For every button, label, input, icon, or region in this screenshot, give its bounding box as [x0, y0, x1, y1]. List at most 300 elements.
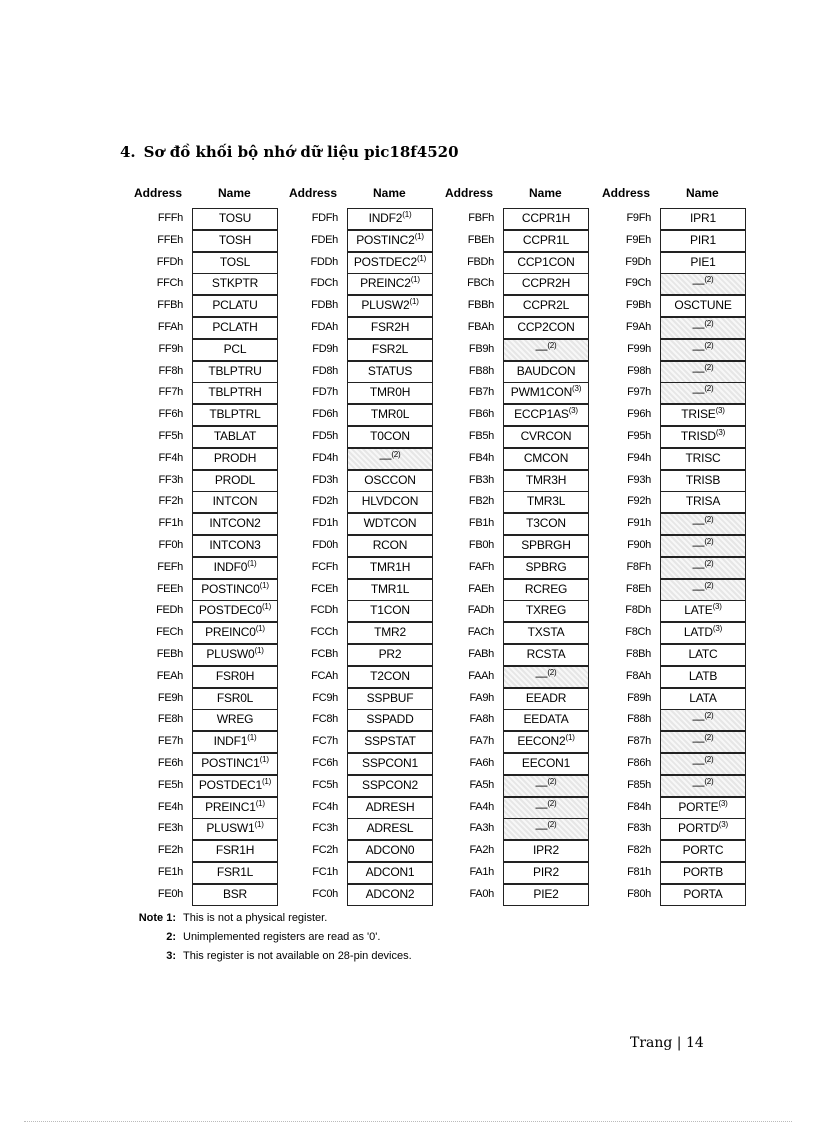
register-name: PRODL: [214, 472, 256, 487]
register-name-cell: [347, 339, 433, 361]
register-name-cell: [192, 230, 278, 252]
register-name: PREINC1: [205, 799, 256, 814]
register-name: SSPBUF: [366, 690, 414, 705]
note-reference: (1): [410, 275, 420, 285]
register-address: FBEh: [467, 233, 494, 246]
register-name: —: [692, 385, 705, 400]
address-column-header: Address: [602, 186, 651, 200]
register-name-cell: [192, 622, 278, 644]
register-address: FBFh: [468, 212, 494, 224]
register-address: F90h: [627, 539, 651, 551]
register-name-cell: [660, 426, 746, 448]
register-name: IPR1: [690, 211, 716, 225]
register-address: FA4h: [469, 800, 494, 813]
register-name: PORTE: [678, 799, 719, 814]
register-address: FA6h: [469, 757, 494, 769]
register-address: F8Bh: [625, 648, 651, 660]
register-name: BSR: [222, 886, 248, 901]
register-address: FC1h: [312, 866, 338, 878]
register-address: F85h: [627, 778, 651, 791]
register-name: LATE: [684, 603, 713, 618]
register-name-cell: [660, 230, 746, 252]
register-address: FF1h: [158, 517, 183, 530]
register-name-cell: [347, 252, 433, 274]
register-address: FCFh: [311, 560, 338, 573]
register-address: FA5h: [469, 778, 494, 791]
register-name: —: [692, 712, 705, 727]
register-address: FC8h: [312, 713, 338, 726]
register-address: FBCh: [467, 277, 494, 290]
register-name-cell: [503, 884, 589, 906]
register-name: FSR2L: [371, 341, 409, 356]
register-name-cell: [503, 317, 589, 339]
register-name: T1CON: [370, 603, 410, 618]
register-address: FE2h: [157, 844, 183, 857]
register-name-cell: [347, 840, 433, 862]
section-heading: [120, 143, 459, 161]
register-name: T2CON: [370, 668, 410, 683]
note-reference: (3): [712, 624, 723, 634]
register-name: —: [692, 538, 705, 552]
register-address: FF8h: [158, 364, 183, 377]
note-reference: (2): [704, 319, 714, 328]
register-name-cell: [660, 840, 746, 862]
register-name: RCREG: [524, 581, 568, 596]
register-address: FDFh: [311, 212, 338, 224]
unimplemented-register-cell: [660, 339, 746, 361]
register-address: FF6h: [158, 408, 183, 421]
register-address: F89h: [627, 691, 651, 704]
register-address: FD3h: [312, 473, 338, 486]
register-address: FADh: [467, 604, 494, 617]
register-address: F82h: [627, 844, 651, 857]
register-name: —: [692, 559, 705, 574]
register-name: TXREG: [525, 603, 567, 618]
register-name-cell: [347, 622, 433, 644]
register-address: FE5h: [157, 778, 183, 791]
register-name-cell: [347, 753, 433, 775]
register-name-cell: [503, 709, 589, 731]
register-name: ADCON0: [365, 843, 415, 858]
register-name: PIR2: [533, 865, 559, 879]
register-address: FA0h: [469, 887, 494, 900]
register-address: FB6h: [468, 408, 494, 421]
note-reference: (1): [414, 231, 424, 241]
register-name-cell: [192, 731, 278, 753]
register-name: TRISC: [685, 450, 721, 465]
note-reference: (3): [715, 428, 726, 437]
note-reference: (1): [416, 253, 427, 263]
register-name: TMR2: [374, 625, 406, 640]
register-name: —: [535, 668, 548, 683]
register-address: FAFh: [468, 560, 494, 573]
register-name: TRISA: [685, 494, 721, 509]
register-address: F98h: [627, 364, 651, 377]
register-name: TMR3H: [525, 472, 567, 487]
register-name-cell: [660, 600, 746, 622]
unimplemented-register-cell: [503, 775, 589, 797]
register-address: FD4h: [312, 451, 338, 464]
register-address: FF3h: [158, 473, 183, 486]
register-name: FSR0H: [215, 668, 255, 683]
register-name-cell: [503, 840, 589, 862]
register-address: F8Eh: [625, 582, 651, 595]
register-name-cell: [503, 426, 589, 448]
register-address: F9Ch: [625, 277, 651, 290]
register-address: FD2h: [312, 495, 338, 508]
register-name-cell: [192, 775, 278, 797]
register-address: FA3h: [469, 822, 494, 835]
register-address: FD0h: [312, 539, 338, 551]
register-name: CCPR2L: [522, 298, 570, 313]
register-name-cell: [192, 470, 278, 492]
register-name: SPBRGH: [521, 538, 571, 552]
register-address: F9Eh: [625, 233, 651, 246]
register-address: FC9h: [312, 691, 338, 704]
register-address: FBDh: [467, 255, 494, 268]
unimplemented-register-cell: [660, 709, 746, 731]
register-name: INDF0: [213, 559, 248, 574]
register-name: TOSH: [218, 232, 252, 247]
note-reference: (1): [261, 776, 272, 786]
register-name: TBLPTRH: [208, 385, 262, 400]
unimplemented-register-cell: [660, 557, 746, 579]
register-name: TMR1H: [369, 559, 411, 574]
register-name-cell: [503, 208, 589, 230]
register-name-cell: [192, 426, 278, 448]
register-address: FCAh: [311, 669, 338, 682]
register-address: FB4h: [468, 451, 494, 464]
note-reference: (1): [255, 798, 265, 808]
register-address: FCEh: [311, 582, 338, 595]
register-name-cell: [503, 513, 589, 535]
register-address: FD5h: [312, 430, 338, 442]
register-address: FB5h: [468, 430, 494, 442]
register-name: TMR3L: [526, 494, 566, 509]
register-name: SSPSTAT: [364, 734, 416, 749]
register-name-cell: [192, 884, 278, 906]
register-address: F87h: [627, 735, 651, 748]
register-address: FB2h: [468, 495, 494, 508]
register-address: FDCh: [310, 277, 338, 290]
register-name-cell: [503, 230, 589, 252]
register-name: LATA: [689, 690, 717, 705]
register-name: PIE2: [533, 886, 559, 901]
register-name: WREG: [216, 712, 254, 727]
unimplemented-register-cell: [660, 513, 746, 535]
register-name: —: [692, 777, 705, 792]
unimplemented-register-cell: [660, 382, 746, 404]
register-name-cell: [192, 273, 278, 295]
register-name-cell: [660, 688, 746, 710]
name-column-header: Name: [529, 186, 562, 200]
register-name-cell: [503, 535, 589, 557]
register-name-cell: [503, 252, 589, 274]
register-name: —: [692, 756, 705, 770]
register-name: SSPCON2: [362, 777, 418, 792]
register-name: TMR1L: [370, 581, 410, 596]
register-address: FB8h: [468, 364, 494, 377]
register-name-cell: [503, 491, 589, 513]
register-name-cell: [347, 513, 433, 535]
register-name: TXSTA: [527, 625, 565, 640]
register-name-cell: [347, 470, 433, 492]
unimplemented-register-cell: [503, 666, 589, 688]
note-label: 3:: [166, 950, 176, 962]
register-address: FE1h: [157, 866, 183, 878]
note-reference: (2): [704, 558, 714, 568]
register-name-cell: [503, 688, 589, 710]
register-name: BAUDCON: [516, 363, 576, 378]
register-name: —: [692, 341, 705, 356]
register-address: F9Fh: [626, 212, 651, 224]
register-address: F81h: [627, 866, 651, 878]
register-name-cell: [503, 862, 589, 884]
register-name: PCLATH: [212, 320, 258, 334]
register-name: ADRESL: [366, 821, 414, 836]
register-name: ECCP1AS: [514, 407, 569, 422]
register-name: TMR0H: [369, 385, 411, 400]
note-reference: (2): [704, 515, 714, 525]
register-name: CCPR1L: [522, 232, 570, 247]
register-address: FD8h: [312, 364, 338, 377]
register-name-cell: [347, 491, 433, 513]
register-name-cell: [660, 252, 746, 274]
register-name: PLUSW2: [361, 298, 410, 313]
register-name: INTCON: [212, 494, 258, 509]
register-name-cell: [347, 818, 433, 840]
register-name-cell: [347, 535, 433, 557]
register-name: EEADR: [525, 690, 567, 705]
register-name-cell: [347, 317, 433, 339]
register-name-cell: [192, 644, 278, 666]
register-address: FDAh: [311, 321, 338, 333]
register-address: FE0h: [157, 887, 183, 900]
register-name: STKPTR: [211, 276, 259, 291]
register-name: TBLPTRU: [208, 363, 262, 378]
register-name: T3CON: [526, 516, 566, 531]
register-name: RCON: [372, 538, 408, 552]
register-name-cell: [192, 448, 278, 470]
register-name-cell: [347, 579, 433, 601]
address-column-header: Address: [289, 186, 338, 200]
register-name: —: [535, 799, 548, 814]
register-address: FCDh: [310, 604, 338, 617]
note-reference: (2): [547, 667, 557, 677]
register-address: FFCh: [156, 277, 183, 290]
register-name: TRISE: [681, 407, 716, 422]
register-name-cell: [192, 382, 278, 404]
name-column-header: Name: [373, 186, 406, 200]
register-address: FDEh: [311, 233, 338, 246]
register-name-cell: [347, 884, 433, 906]
register-name-cell: [192, 339, 278, 361]
register-name-cell: [503, 600, 589, 622]
register-name-cell: [192, 404, 278, 426]
register-address: FC7h: [312, 735, 338, 748]
register-address: F9Dh: [625, 255, 651, 268]
section-title: Sơ đồ khối bộ nhớ dữ liệu pic18f4520: [143, 143, 459, 161]
register-name: FSR1L: [216, 865, 254, 879]
note-reference: (2): [704, 733, 714, 743]
register-name-cell: [503, 579, 589, 601]
register-address: FEEh: [156, 582, 183, 595]
register-address: FBBh: [467, 299, 494, 312]
note-reference: (1): [259, 580, 269, 590]
address-column-header: Address: [134, 186, 183, 200]
register-name-cell: [347, 666, 433, 688]
register-name: —: [379, 450, 392, 465]
unimplemented-register-cell: [503, 797, 589, 819]
note-reference: (2): [704, 580, 714, 590]
section-number: 4.: [120, 143, 136, 161]
register-name-cell: [503, 731, 589, 753]
register-name: ADCON1: [365, 865, 415, 879]
register-name-cell: [347, 775, 433, 797]
register-address: F86h: [627, 757, 651, 769]
register-name: POSTDEC2: [353, 254, 417, 269]
unimplemented-register-cell: [503, 339, 589, 361]
register-name-cell: [503, 644, 589, 666]
register-name: CCP2CON: [517, 320, 575, 334]
register-name: PR2: [378, 647, 402, 661]
unimplemented-register-cell: [347, 448, 433, 470]
register-name-cell: [192, 600, 278, 622]
register-name: PREINC2: [360, 276, 411, 291]
register-name: PIR1: [690, 232, 716, 247]
register-name-cell: [347, 273, 433, 295]
register-address: FC6h: [312, 757, 338, 769]
register-address: F84h: [627, 800, 651, 813]
register-name: PCLATU: [212, 298, 258, 313]
note-reference: (2): [547, 776, 557, 786]
register-name: SPBRG: [525, 559, 567, 574]
register-name-cell: [192, 666, 278, 688]
register-address: FACh: [467, 626, 494, 639]
register-name-cell: [347, 426, 433, 448]
register-address: FA1h: [469, 866, 494, 878]
register-address: FF9h: [158, 342, 183, 355]
register-name: OSCCON: [364, 472, 416, 487]
register-name: POSTINC1: [201, 756, 260, 770]
register-name-cell: [503, 470, 589, 492]
register-name: T0CON: [370, 429, 410, 443]
note-text: This register is not available on 28-pin devices.: [183, 950, 412, 962]
register-name-cell: [347, 688, 433, 710]
register-name-cell: [192, 252, 278, 274]
register-address: FF2h: [158, 495, 183, 508]
unimplemented-register-cell: [660, 731, 746, 753]
register-name: —: [535, 777, 548, 792]
register-address: FBAh: [467, 321, 494, 333]
register-address: F8Ch: [625, 626, 651, 639]
register-name: —: [692, 734, 705, 749]
register-address: FEAh: [156, 669, 183, 682]
register-address: FCCh: [310, 626, 338, 639]
register-name-cell: [660, 797, 746, 819]
register-name-cell: [503, 404, 589, 426]
register-name: CCPR2H: [521, 276, 571, 291]
register-name: FSR0L: [216, 690, 254, 705]
register-name-cell: [347, 797, 433, 819]
register-name-cell: [347, 862, 433, 884]
register-address: FDBh: [311, 299, 338, 312]
note-reference: (1): [402, 210, 412, 219]
register-name: LATD: [683, 625, 713, 640]
note-reference: (1): [247, 733, 257, 743]
register-name-cell: [192, 818, 278, 840]
register-address: FDDh: [310, 255, 338, 268]
register-address: FEDh: [156, 604, 183, 617]
register-name-cell: [503, 753, 589, 775]
register-address: F8Dh: [625, 604, 651, 617]
register-name-cell: [192, 709, 278, 731]
register-address: FAEh: [468, 582, 494, 595]
address-column-header: Address: [445, 186, 494, 200]
register-name: PLUSW1: [206, 821, 255, 836]
register-name-cell: [347, 557, 433, 579]
register-address: FFFh: [157, 212, 183, 224]
note-reference: (1): [254, 646, 264, 655]
register-address: F80h: [627, 887, 651, 900]
register-name-cell: [660, 884, 746, 906]
register-name-cell: [192, 317, 278, 339]
register-address: FA8h: [469, 713, 494, 726]
register-name: TMR0L: [370, 407, 410, 422]
register-address: FCBh: [311, 648, 338, 660]
register-address: F92h: [627, 495, 651, 508]
register-name-cell: [347, 295, 433, 317]
unimplemented-register-cell: [503, 818, 589, 840]
register-address: F8Ah: [625, 669, 651, 682]
register-name: PORTB: [682, 865, 724, 879]
unimplemented-register-cell: [660, 317, 746, 339]
register-name-cell: [192, 535, 278, 557]
register-address: FD9h: [312, 342, 338, 355]
note-reference: (1): [261, 602, 272, 612]
register-name-cell: [660, 862, 746, 884]
note-text: This is not a physical register.: [183, 912, 328, 924]
note-reference: (2): [704, 755, 714, 764]
register-name-cell: [503, 622, 589, 644]
note-text: Unimplemented registers are read as '0'.: [183, 931, 381, 943]
register-name: CMCON: [523, 450, 569, 465]
note-reference: (2): [391, 449, 401, 459]
unimplemented-register-cell: [660, 273, 746, 295]
register-name: —: [692, 276, 705, 291]
register-name: INTCON2: [209, 516, 261, 531]
register-address: FFEh: [157, 233, 183, 246]
register-name: PREINC0: [205, 625, 256, 640]
register-name: EECON2: [517, 734, 566, 749]
register-name-cell: [503, 557, 589, 579]
register-name: RCSTA: [526, 647, 566, 661]
register-address: FB0h: [468, 539, 494, 551]
register-address: FE9h: [157, 691, 183, 704]
note-reference: (1): [255, 624, 265, 634]
register-name-cell: [347, 600, 433, 622]
register-name-cell: [192, 688, 278, 710]
register-name-cell: [347, 404, 433, 426]
register-address: FABh: [468, 648, 494, 660]
register-address: F96h: [627, 408, 651, 421]
register-name: PIE1: [690, 254, 716, 269]
register-address: FF0h: [158, 539, 183, 551]
note-reference: (1): [254, 820, 264, 830]
register-name: STATUS: [367, 363, 413, 378]
register-name-cell: [347, 230, 433, 252]
register-address: FF5h: [158, 430, 183, 442]
